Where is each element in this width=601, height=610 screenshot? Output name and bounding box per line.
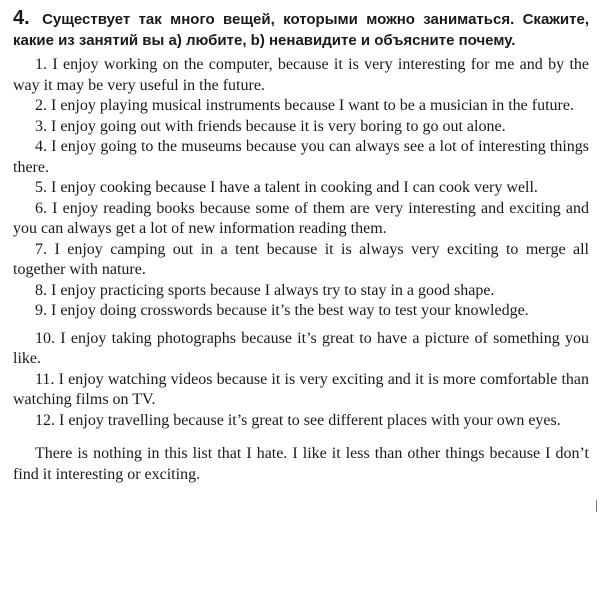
conclusion-paragraph: There is nothing in this list that I hate. I like it less than other things because I don’t find it interesting or exciting. bbox=[13, 445, 589, 483]
answer-item-8: 8. I enjoy practicing sports because I always try to stay in a good shape. bbox=[35, 281, 495, 299]
answer-item-11: 11. I enjoy watching videos because it is very exciting and it is more comfortable than watching films on TV. bbox=[13, 370, 589, 408]
answer-item-4: 4. I enjoy going to the museums because you can always see a lot of interesting things there. bbox=[13, 138, 589, 176]
answer-item-6: 6. I enjoy reading books because some of them are very interesting and exciting and you can always get a lot of new information reading them. bbox=[13, 199, 589, 237]
answer-item-12: 12. I enjoy travelling because it’s great to see different places with your own eyes. bbox=[35, 411, 561, 429]
answer-item-3: 3. I enjoy going out with friends because it is very boring to go out alone. bbox=[35, 117, 506, 135]
answer-item-10: 10. I enjoy taking photographs because it’s great to have a picture of something you like. bbox=[13, 329, 589, 367]
exercise-page bbox=[13, 8, 589, 485]
scan-mark bbox=[596, 500, 597, 512]
answer-item-7: 7. I enjoy camping out in a tent because it is always very exciting to merge all together with nature. bbox=[13, 240, 589, 278]
task-instruction: Существует так много вещей, которыми можно заниматься. Скажите, какие из занятий вы а) любите, b) ненавидите и объясните почему. bbox=[13, 11, 589, 49]
answer-item-5: 5. I enjoy cooking because I have a talent in cooking and I can cook very well. bbox=[35, 179, 538, 196]
answer-item-1: 1. I enjoy working on the computer, because it is very interesting for me and by the way it may be very useful in the future. bbox=[13, 56, 589, 94]
answer-item-2: 2. I enjoy playing musical instruments because I want to be a musician in the future. bbox=[35, 97, 574, 114]
task-number: 4. bbox=[13, 7, 30, 29]
answer-list bbox=[13, 55, 589, 431]
task-heading bbox=[13, 8, 589, 51]
answer-item-9: 9. I enjoy doing crosswords because it’s the best way to test your knowledge. bbox=[35, 302, 529, 319]
